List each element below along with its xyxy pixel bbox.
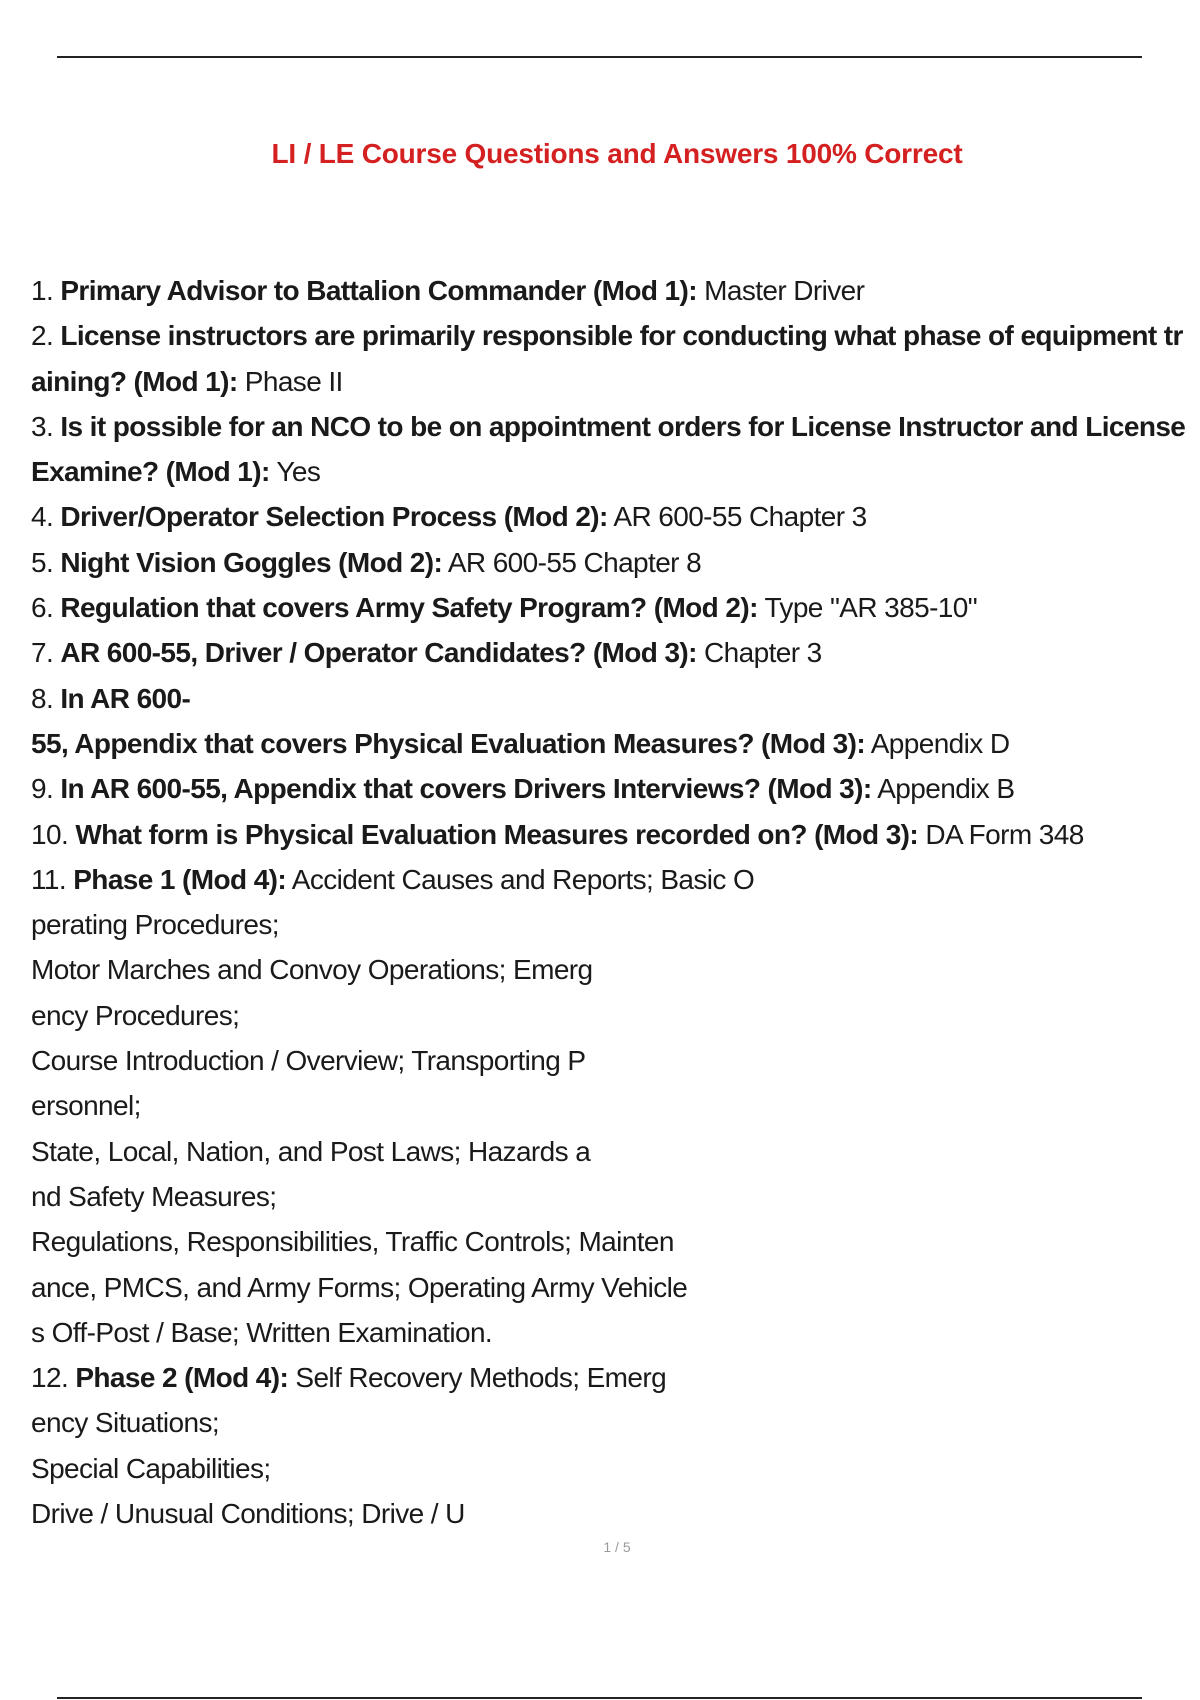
question-text: 55, Appendix that covers Physical Evaluation Measures? (Mod 3): xyxy=(31,727,866,759)
qa-line xyxy=(31,676,1200,721)
qa-line xyxy=(31,766,1200,811)
answer-text: nd Safety Measures; xyxy=(31,1180,277,1212)
page-indicator: 1 / 5 xyxy=(603,1539,631,1555)
answer-text: s Off-Post / Base; Written Examination. xyxy=(31,1316,493,1348)
answer-text: Chapter 3 xyxy=(696,637,822,669)
answer-text: Appendix B xyxy=(871,773,1015,805)
qa-line xyxy=(31,902,1200,947)
qa-line xyxy=(31,812,1200,857)
answer-text: Yes xyxy=(269,456,321,488)
question-text: Driver/Operator Selection Process (Mod 2): xyxy=(60,501,608,533)
qa-line xyxy=(31,1265,1200,1310)
answer-text: ance, PMCS, and Army Forms; Operating Army Vehicle xyxy=(31,1271,688,1303)
item-number: 6. xyxy=(31,592,61,624)
answer-text: AR 600-55 Chapter 8 xyxy=(442,546,702,578)
answer-text: ersonnel; xyxy=(31,1090,141,1122)
item-number: 3. xyxy=(31,410,61,442)
answer-text: perating Procedures; xyxy=(31,909,279,941)
qa-line xyxy=(31,1400,1200,1445)
answer-text: State, Local, Nation, and Post Laws; Hazards a xyxy=(31,1135,591,1167)
qa-line xyxy=(31,494,1200,539)
item-number: 4. xyxy=(31,501,61,533)
item-number: 8. xyxy=(31,682,61,714)
question-text: aining? (Mod 1): xyxy=(31,365,238,397)
answer-text: Self Recovery Methods; Emerg xyxy=(288,1362,667,1394)
item-number: 10. xyxy=(31,818,76,850)
qa-line xyxy=(31,404,1200,449)
item-number: 11. xyxy=(31,863,74,895)
item-number: 7. xyxy=(31,637,61,669)
answer-text: Special Capabilities; xyxy=(31,1452,271,1484)
answer-text: ency Procedures; xyxy=(31,999,240,1031)
question-text: Is it possible for an NCO to be on appointment orders for License Instructor and License xyxy=(60,410,1186,442)
item-number: 2. xyxy=(31,320,61,352)
answer-text: ency Situations; xyxy=(31,1407,220,1439)
qa-line xyxy=(31,1219,1200,1264)
question-answer-list xyxy=(31,268,1200,1536)
question-text: Night Vision Goggles (Mod 2): xyxy=(60,546,443,578)
answer-text: Drive / Unusual Conditions; Drive / U xyxy=(31,1498,465,1530)
answer-text: Master Driver xyxy=(696,275,865,306)
qa-line xyxy=(31,721,1200,766)
item-number: 5. xyxy=(31,546,61,578)
answer-text: Accident Causes and Reports; Basic O xyxy=(286,863,755,895)
qa-line xyxy=(31,1174,1200,1219)
qa-line xyxy=(31,947,1200,992)
qa-line xyxy=(31,585,1200,630)
question-text: What form is Physical Evaluation Measures recorded on? (Mod 3): xyxy=(75,818,919,850)
question-text: AR 600-55, Driver / Operator Candidates? (Mod 3): xyxy=(60,637,697,669)
qa-line xyxy=(31,1446,1200,1491)
qa-line xyxy=(31,268,1200,313)
qa-line xyxy=(31,1083,1200,1128)
qa-line xyxy=(31,540,1200,585)
answer-text: AR 600-55 Chapter 3 xyxy=(607,501,867,533)
qa-line xyxy=(31,1038,1200,1083)
item-number: 1. xyxy=(31,275,61,306)
qa-line xyxy=(31,630,1200,675)
question-text: In AR 600-55, Appendix that covers Drivers Interviews? (Mod 3): xyxy=(60,773,872,805)
qa-line xyxy=(31,449,1200,494)
bottom-divider xyxy=(57,1697,1142,1699)
qa-line xyxy=(31,1355,1200,1400)
answer-text: Regulations, Responsibilities, Traffic Controls; Mainten xyxy=(31,1226,674,1258)
answer-text: Motor Marches and Convoy Operations; Emerg xyxy=(31,954,593,986)
answer-text: Type "AR 385-10" xyxy=(757,592,978,624)
document-title: LI / LE Course Questions and Answers 100% Correct xyxy=(271,138,963,169)
qa-line xyxy=(31,993,1200,1038)
answer-text: Course Introduction / Overview; Transporting P xyxy=(31,1045,586,1077)
question-text: License instructors are primarily responsible for conducting what phase of equipment tr xyxy=(60,320,1183,352)
qa-line xyxy=(31,359,1200,404)
question-text: Examine? (Mod 1): xyxy=(31,456,270,488)
qa-line xyxy=(31,1129,1200,1174)
item-number: 12. xyxy=(31,1362,76,1394)
question-text: Primary Advisor to Battalion Commander (Mod 1): xyxy=(60,275,697,306)
qa-line xyxy=(31,857,1200,902)
question-text: In AR 600- xyxy=(60,682,191,714)
answer-text: Appendix D xyxy=(865,727,1010,759)
question-text: Phase 2 (Mod 4): xyxy=(75,1362,289,1394)
qa-line xyxy=(31,1310,1200,1355)
question-text: Regulation that covers Army Safety Program? (Mod 2): xyxy=(60,592,758,624)
answer-text: DA Form 348 xyxy=(918,818,1084,850)
qa-line xyxy=(31,313,1200,358)
top-divider xyxy=(57,56,1142,58)
question-text: Phase 1 (Mod 4): xyxy=(73,863,287,895)
item-number: 9. xyxy=(31,773,61,805)
qa-line xyxy=(31,1491,1200,1536)
answer-text: Phase II xyxy=(237,365,343,397)
